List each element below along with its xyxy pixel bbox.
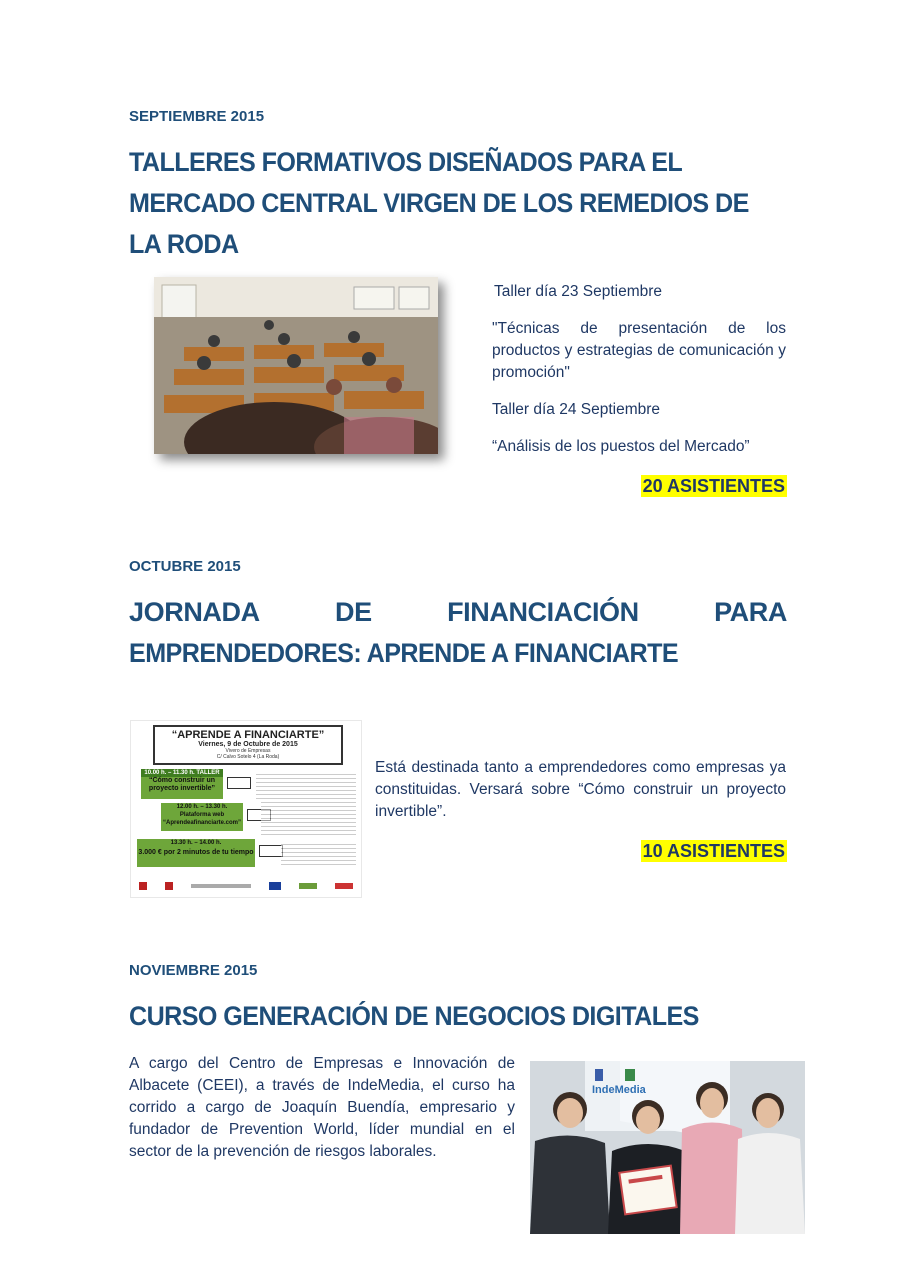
section2-title-line2: EMPRENDEDORES: APRENDE A FINANCIARTE — [129, 638, 679, 668]
section2-title-word: DE — [335, 597, 372, 627]
section1-title-line: TALLERES FORMATIVOS DISEÑADOS PARA EL — [129, 147, 683, 177]
flyer-block1-time: 10.00 h. – 11.30 h. TALLER — [141, 769, 223, 777]
flyer-block1-title: “Cómo construir un proyecto invertible” — [148, 777, 216, 792]
flyer-venue: C/ Calvo Sotelo 4 (La Roda) — [216, 754, 280, 760]
event-flyer — [130, 720, 362, 898]
flyer-title: “APRENDE A FINANCIARTE” — [171, 729, 325, 741]
taller2-date: Taller día 24 Septiembre — [492, 401, 661, 418]
section2-title-word: FINANCIACIÓN — [447, 597, 639, 627]
section2-title-word: JORNADA — [129, 597, 260, 627]
banner-text: IndeMedia — [592, 1084, 646, 1096]
section2-description: Está destinada tanto a emprendedores como empresas ya constituidas. Versará sobre “Cómo construir un proyecto invertible”. — [375, 759, 786, 820]
workshop-photo — [154, 277, 438, 454]
section1-title-line: MERCADO CENTRAL VIRGEN DE LOS REMEDIOS DE — [129, 188, 749, 218]
flyer-date: Viernes, 9 de Octubre de 2015 — [198, 741, 298, 748]
taller1-name: "Técnicas de presentación de los productos y estrategias de comunicación y promoción" — [492, 320, 786, 381]
taller1-date: Taller día 23 Septiembre — [494, 283, 663, 300]
section2-month: OCTUBRE 2015 — [129, 558, 241, 575]
section1-title-line: LA RODA — [129, 229, 239, 259]
taller2-name: “Análisis de los puestos del Mercado” — [492, 438, 750, 455]
flyer-venue: Vivero de Empresas — [225, 748, 271, 754]
flyer-block2-title: Plataforma web “Aprendeafinanciarte.com” — [162, 812, 242, 826]
flyer-block3-time: 13.30 h. – 14.00 h. — [170, 840, 222, 846]
section3-title: CURSO GENERACIÓN DE NEGOCIOS DIGITALES — [129, 1001, 699, 1031]
section2-title-word: PARA — [714, 597, 787, 627]
section2-title — [129, 592, 787, 674]
flyer-block3-title: 3.000 € por 2 minutos de tu tiempo — [138, 849, 254, 856]
section1-month: SEPTIEMBRE 2015 — [129, 108, 265, 125]
course-photo — [530, 1061, 805, 1234]
section3-description: A cargo del Centro de Empresas e Innovación de Albacete (CEEI), a través de IndeMedia, el curso ha corrido a cargo de Joaquín Buendía, empresario y fundador de Prevention World, líder mundial en el sector de la prevención de riesgos laborales. — [129, 1055, 515, 1160]
flyer-block2-time: 12.00 h. – 13.30 h. — [176, 804, 228, 810]
attendees-badge: 20 ASISTIENTES — [642, 476, 785, 496]
section3-month: NOVIEMBRE 2015 — [129, 962, 258, 979]
attendees-badge: 10 ASISTIENTES — [642, 841, 785, 861]
section1-title — [129, 142, 780, 265]
